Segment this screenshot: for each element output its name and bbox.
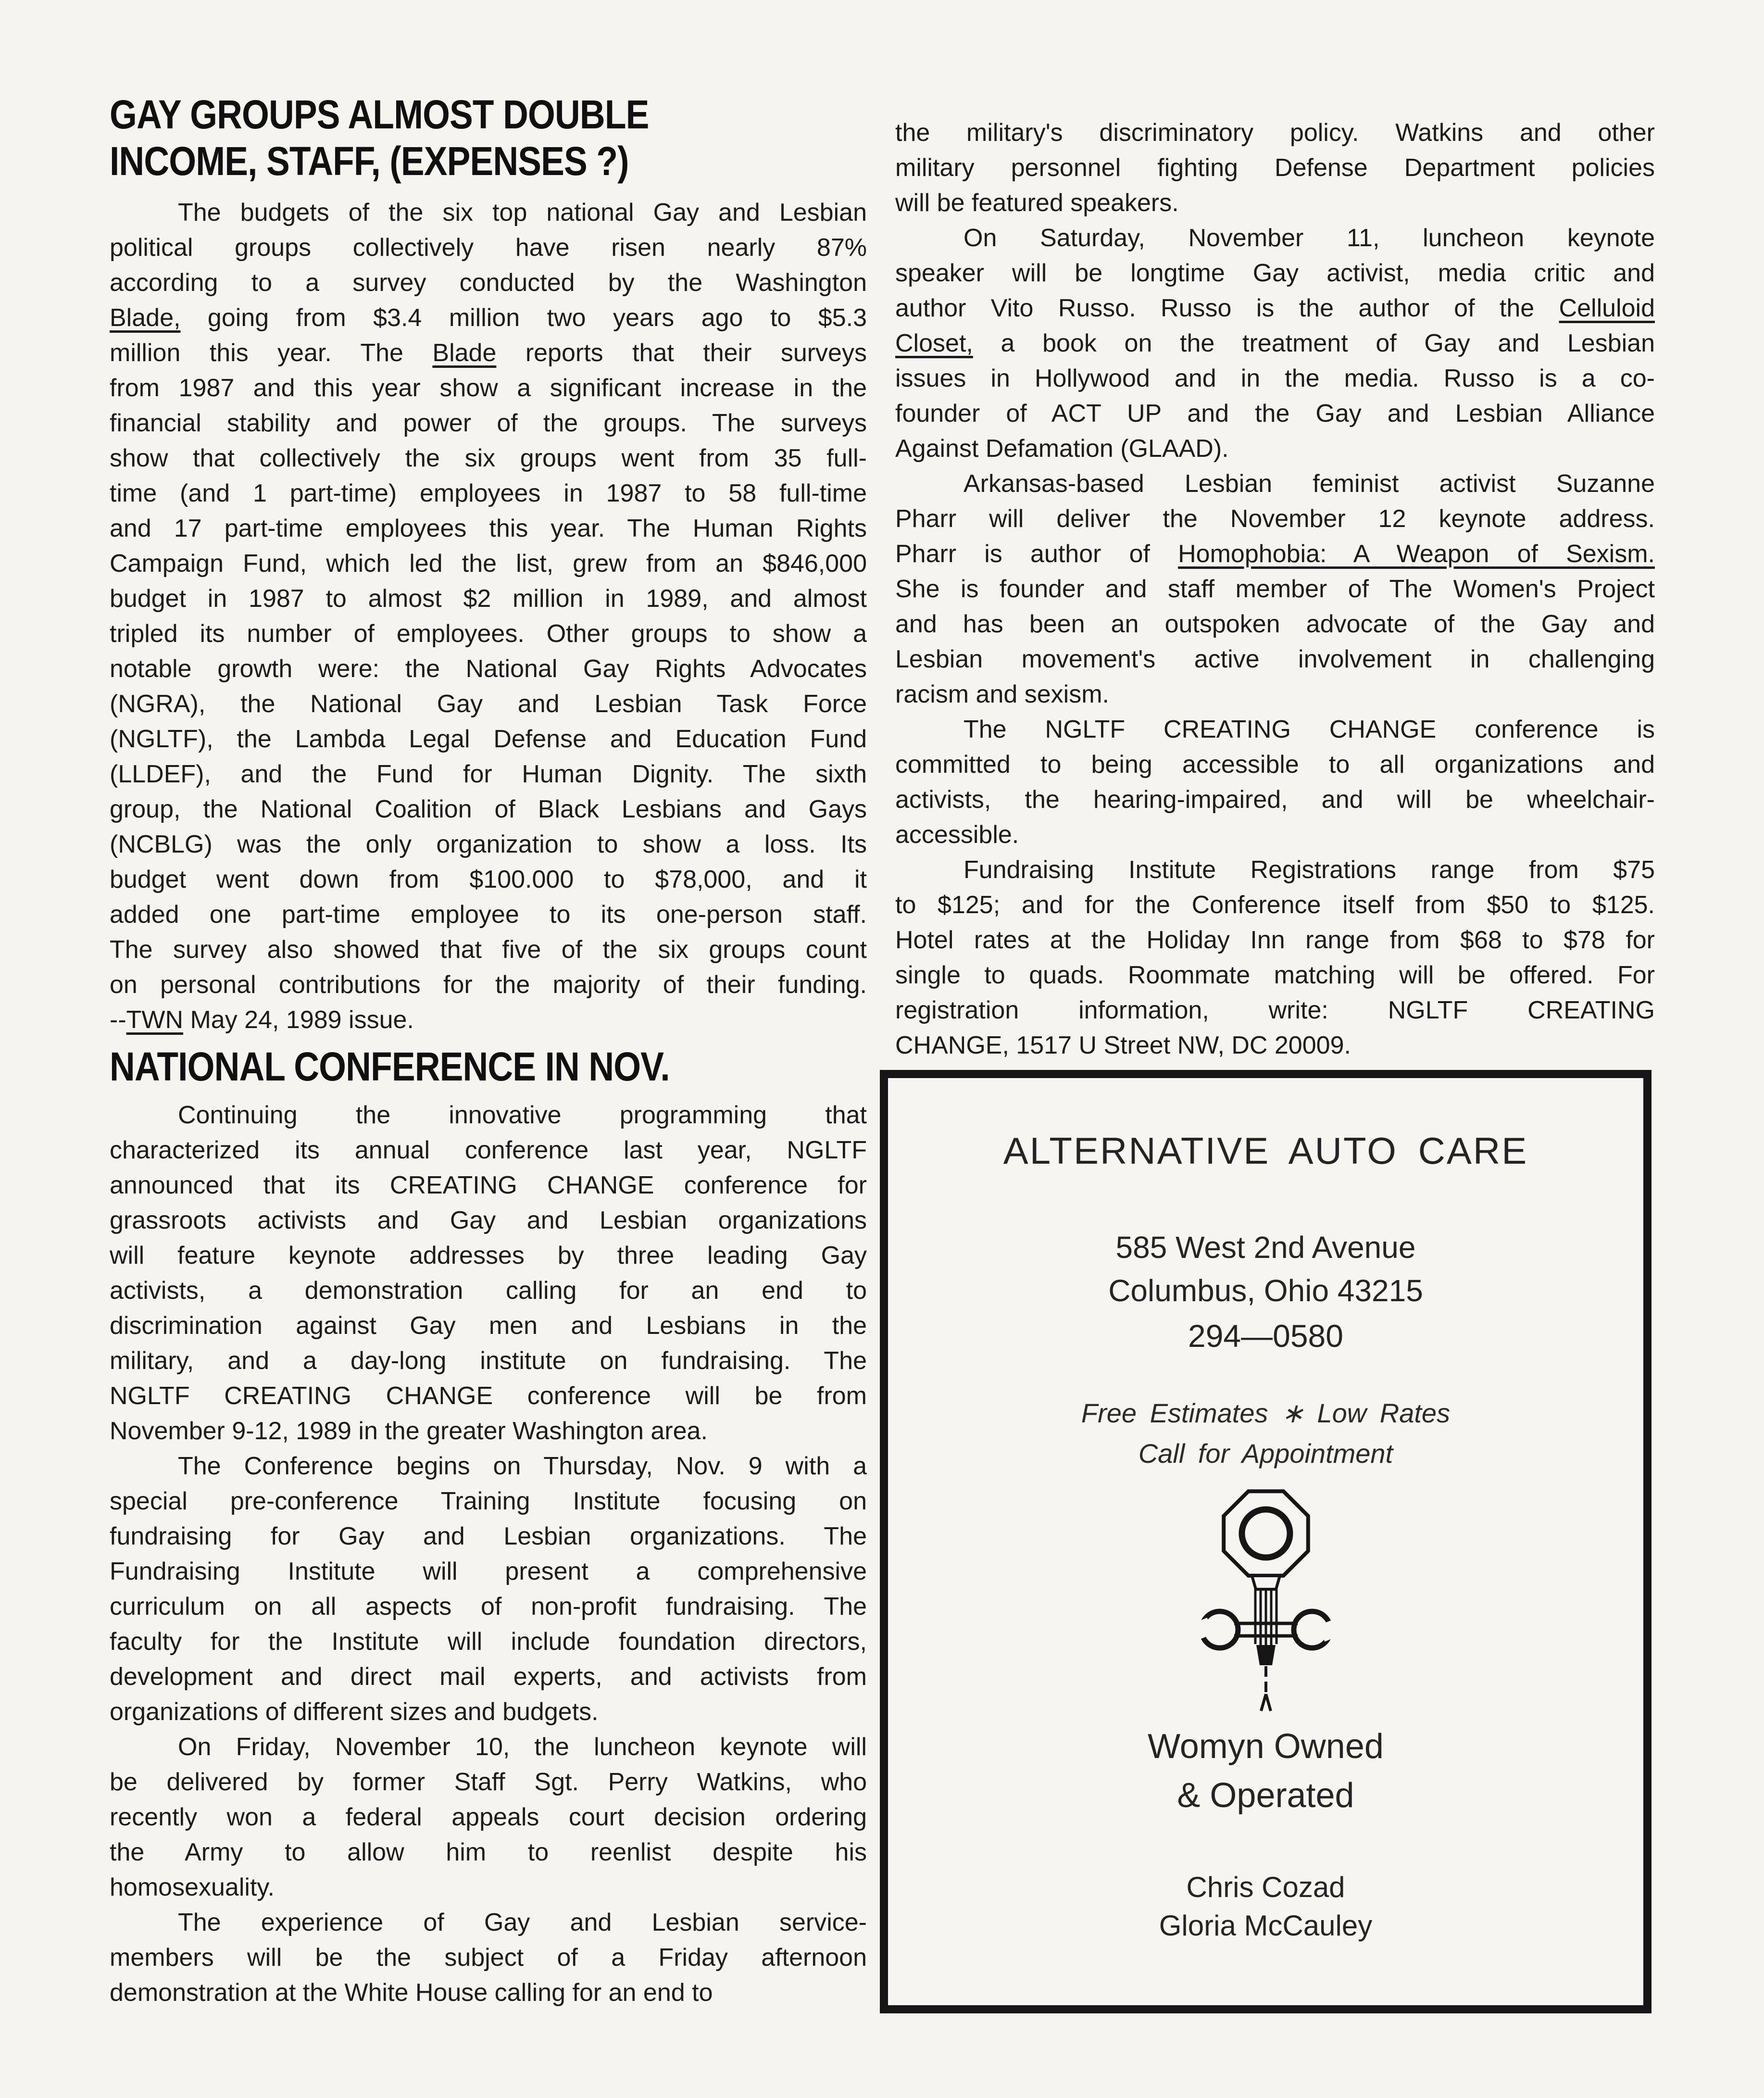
text-line: Fundraising Institute Registrations range from $75: [963, 856, 1655, 884]
text-line: (NCBLG) was the only organization to show a loss. Its: [110, 830, 867, 858]
article-body-continued: [895, 115, 1655, 1063]
text-line: The survey also showed that five of the six groups count: [110, 936, 867, 964]
underlined-text: TWN: [126, 1006, 184, 1034]
text-line: financial stability and power of the groups. The surveys: [110, 409, 867, 437]
underlined-text: Homophobia: A Weapon of Sexism.: [1178, 540, 1655, 568]
text-line: The NGLTF CREATING CHANGE conference is: [963, 716, 1655, 743]
text-line: accessible.: [895, 821, 1019, 849]
text-line: Arkansas-based Lesbian feminist activist Suzanne: [963, 470, 1655, 498]
underlined-text: Blade: [432, 339, 497, 367]
ad-address-street: 585 West 2nd Avenue: [1115, 1230, 1416, 1265]
text-line: single to quads. Roommate matching will be offered. For: [895, 961, 1655, 989]
ad-owner-names: [1159, 1868, 1372, 1945]
text-line: characterized its annual conference last year, NGLTF: [110, 1136, 867, 1164]
text-segment: a book on the treatment of Gay and Lesbian: [973, 329, 1655, 357]
text-line: (LLDEF), and the Fund for Human Dignity. The sixth: [110, 760, 867, 788]
ad-address-city: Columbus, Ohio 43215: [1108, 1273, 1423, 1308]
ad-tagline-rates: Free Estimates ∗ Low Rates: [1081, 1398, 1451, 1428]
text-line: activists, the hearing-impaired, and will be wheelchair-: [895, 786, 1655, 814]
text-line: organizations of different sizes and budgets.: [110, 1698, 599, 1726]
text-line: development and direct mail experts, and activists from: [110, 1663, 867, 1691]
text-line: [895, 291, 1655, 326]
text-segment: going from $3.4 million two years ago to $5.3: [180, 304, 867, 332]
womyn-tools-icon: [1184, 1485, 1348, 1711]
text-line: [110, 1003, 867, 1038]
article-body-conference: [110, 1098, 867, 2010]
headline-line: INCOME, STAFF, (EXPENSES ?): [110, 138, 629, 184]
text-line: On Friday, November 10, the luncheon keynote will: [178, 1733, 867, 1761]
text-line: members will be the subject of a Friday afternoon: [110, 1944, 867, 1972]
text-line: speaker will be longtime Gay activist, media critic and: [895, 259, 1655, 287]
text-segment: reports that their surveys: [496, 339, 867, 367]
ad-icon-wrap: [1184, 1485, 1348, 1711]
text-line: The budgets of the six top national Gay and Lesbian: [178, 199, 867, 226]
headline-line: NATIONAL CONFERENCE IN NOV.: [110, 1044, 670, 1089]
underlined-text: Closet,: [895, 329, 973, 357]
right-column: [895, 115, 1655, 1063]
text-line: NGLTF CREATING CHANGE conference will be from: [110, 1382, 867, 1410]
ad-operated-line: & Operated: [1177, 1776, 1354, 1815]
ad-tagline-appointment: Call for Appointment: [1138, 1438, 1393, 1469]
text-line: will feature keynote addresses by three leading Gay: [110, 1242, 867, 1269]
text-line: committed to being accessible to all organizations and: [895, 751, 1655, 779]
text-line: issues in Hollywood and in the media. Russo is a co-: [895, 364, 1655, 392]
text-line: demonstration at the White House calling for an end to: [110, 1979, 713, 2007]
text-line: discrimination against Gay men and Lesbians in the: [110, 1312, 867, 1340]
article-headline-conference: [110, 1043, 867, 1090]
left-column: [110, 91, 867, 2010]
underlined-text: Celluloid: [1559, 294, 1655, 322]
text-line: the military's discriminatory policy. Watkins and other: [895, 119, 1655, 147]
ad-business-name: ALTERNATIVE AUTO CARE: [1003, 1130, 1528, 1172]
text-line: faculty for the Institute will include foundation directors,: [110, 1628, 867, 1656]
text-line: She is founder and staff member of The Women's Project: [895, 575, 1655, 603]
text-segment: May 24, 1989 issue.: [183, 1006, 414, 1034]
text-line: grassroots activists and Gay and Lesbian organizations: [110, 1206, 867, 1234]
text-line: registration information, write: NGLTF CREATING: [895, 996, 1655, 1024]
ad-phone-number: 294—0580: [1188, 1318, 1343, 1354]
text-line: homosexuality.: [110, 1873, 275, 1901]
text-line: [110, 301, 867, 336]
ad-address: [1108, 1226, 1423, 1359]
text-line: [110, 336, 867, 371]
text-line: tripled its number of employees. Other groups to show a: [110, 620, 867, 648]
text-line: will be featured speakers.: [895, 189, 1179, 217]
text-segment: author Vito Russo. Russo is the author of the: [895, 294, 1559, 322]
text-line: added one part-time employee to its one-person staff.: [110, 901, 867, 929]
text-line: and 17 part-time employees this year. The Human Rights: [110, 515, 867, 542]
text-segment: million this year. The: [110, 339, 433, 367]
text-line: to $125; and for the Conference itself from $50 to $125.: [895, 891, 1655, 919]
article-body-income: [110, 195, 867, 1038]
ad-owner-name: Chris Cozad: [1186, 1871, 1345, 1903]
text-line: (NGLTF), the Lambda Legal Defense and Education Fund: [110, 725, 867, 753]
text-line: Continuing the innovative programming that: [178, 1101, 867, 1129]
headline-line: GAY GROUPS ALMOST DOUBLE: [110, 92, 649, 137]
text-line: CHANGE, 1517 U Street NW, DC 20009.: [895, 1031, 1351, 1059]
text-line: show that collectively the six groups went from 35 full-: [110, 444, 867, 472]
ad-tagline: [1081, 1393, 1450, 1474]
text-line: the Army to allow him to reenlist despite his: [110, 1838, 867, 1866]
text-line: Against Defamation (GLAAD).: [895, 435, 1229, 463]
text-line: military, and a day-long institute on fundraising. The: [110, 1347, 867, 1375]
text-line: budget in 1987 to almost $2 million in 1989, and almost: [110, 585, 867, 613]
text-segment: Pharr is author of: [895, 540, 1178, 568]
text-line: military personnel fighting Defense Department policies: [895, 154, 1655, 182]
text-line: [895, 326, 1655, 361]
underlined-text: Blade,: [110, 304, 181, 332]
text-line: recently won a federal appeals court decision ordering: [110, 1803, 867, 1831]
text-line: Lesbian movement's active involvement in challenging: [895, 645, 1655, 673]
text-line: activists, a demonstration calling for an end to: [110, 1277, 867, 1305]
text-line: curriculum on all aspects of non-profit fundraising. The: [110, 1593, 867, 1621]
text-line: on personal contributions for the majority of their funding.: [110, 971, 867, 999]
text-line: from 1987 and this year show a significant increase in the: [110, 374, 867, 402]
text-line: founder of ACT UP and the Gay and Lesbian Alliance: [895, 400, 1655, 427]
ad-owned-line: Womyn Owned: [1148, 1727, 1384, 1766]
text-line: Fundraising Institute will present a comprehensive: [110, 1558, 867, 1585]
article-headline-income: [110, 91, 867, 185]
text-line: according to a survey conducted by the Washington: [110, 269, 867, 297]
text-line: Pharr will deliver the November 12 keynote address.: [895, 505, 1655, 533]
text-line: budget went down from $100.000 to $78,000, and it: [110, 866, 867, 893]
text-line: Campaign Fund, which led the list, grew from an $846,000: [110, 550, 867, 578]
text-line: November 9-12, 1989 in the greater Washington area.: [110, 1417, 708, 1445]
text-segment: --: [110, 1006, 126, 1034]
ad-owner-name: Gloria McCauley: [1159, 1910, 1373, 1942]
text-line: political groups collectively have risen nearly 87%: [110, 234, 867, 262]
text-line: [895, 537, 1655, 572]
text-line: announced that its CREATING CHANGE conference for: [110, 1171, 867, 1199]
text-line: (NGRA), the National Gay and Lesbian Task Force: [110, 690, 867, 718]
text-line: On Saturday, November 11, luncheon keynote: [963, 224, 1655, 252]
text-line: and has been an outspoken advocate of the Gay and: [895, 610, 1655, 638]
text-line: The Conference begins on Thursday, Nov. 9 with a: [178, 1452, 867, 1480]
text-line: racism and sexism.: [895, 680, 1109, 708]
text-line: The experience of Gay and Lesbian service-: [178, 1909, 867, 1936]
text-line: group, the National Coalition of Black Lesbians and Gays: [110, 795, 867, 823]
text-line: Hotel rates at the Holiday Inn range from $68 to $78 for: [895, 926, 1655, 954]
text-line: fundraising for Gay and Lesbian organizations. The: [110, 1522, 867, 1550]
text-line: notable growth were: the National Gay Rights Advocates: [110, 655, 867, 683]
text-line: time (and 1 part-time) employees in 1987 to 58 full-time: [110, 479, 867, 507]
text-line: be delivered by former Staff Sgt. Perry Watkins, who: [110, 1768, 867, 1796]
text-line: special pre-conference Training Institute focusing on: [110, 1487, 867, 1515]
ad-owned-operated: [1148, 1722, 1384, 1820]
advertisement-box: [880, 1070, 1651, 2013]
